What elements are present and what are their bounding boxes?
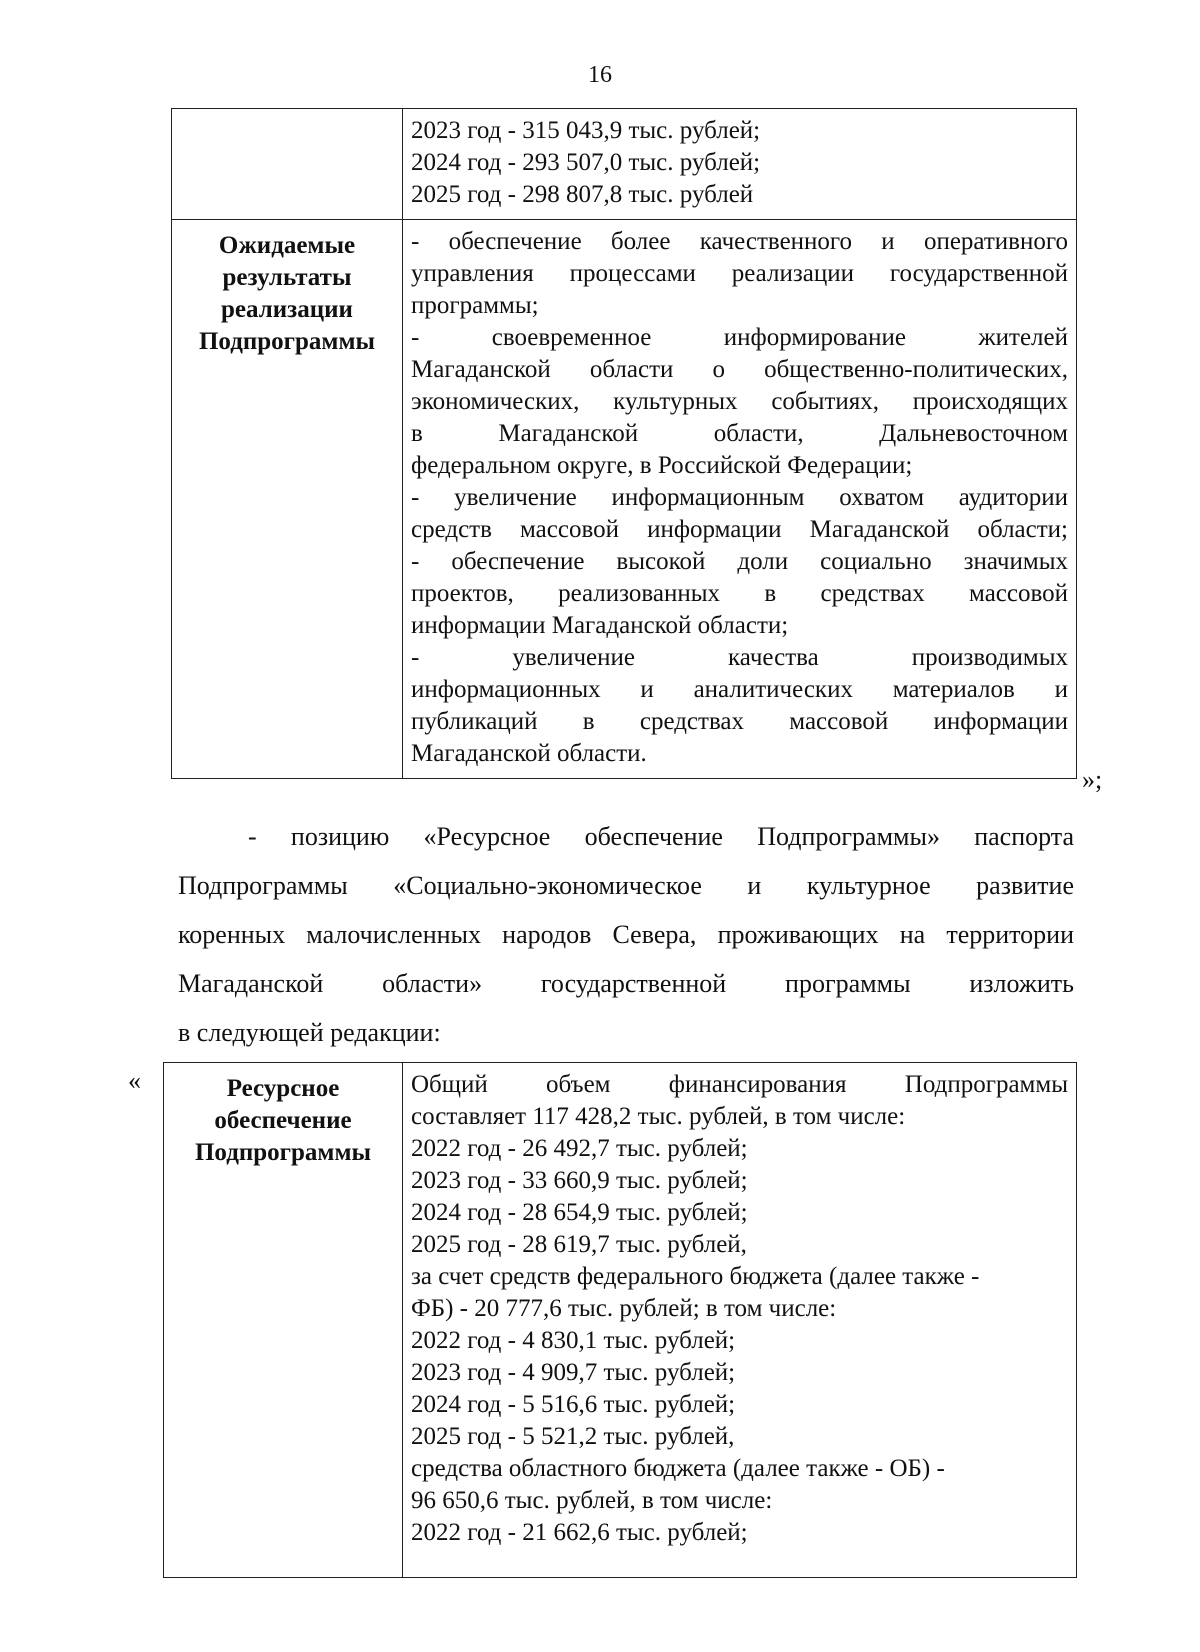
result-line: в Магаданской области, Дальневосточном: [411, 420, 1068, 447]
result-line: публикаций в средствах массовой информации: [411, 708, 1068, 735]
funding-line: 2024 год - 28 654,9 тыс. рублей;: [411, 1199, 748, 1226]
label-line: Подпрограммы: [198, 328, 375, 355]
result-line: управления процессами реализации государственной: [411, 260, 1068, 287]
result-line: Магаданской области о общественно-политических,: [411, 356, 1068, 383]
funding-line: 2023 год - 4 909,7 тыс. рублей;: [411, 1359, 736, 1386]
paragraph-line: в следующей редакции:: [178, 1018, 441, 1047]
result-line: - увеличение информационным охватом аудитории: [411, 484, 1068, 511]
funding-line: 2022 год - 21 662,6 тыс. рублей;: [411, 1519, 748, 1546]
subprogram-passport-table-1: [171, 108, 1077, 779]
paragraph-line: - позицию «Ресурсное обеспечение Подпрограммы» паспорта: [248, 822, 1074, 851]
funding-line: 2025 год - 5 521,2 тыс. рублей,: [411, 1423, 735, 1450]
funding-line: 2023 год - 33 660,9 тыс. рублей;: [411, 1167, 748, 1194]
funding-line: Общий объем финансирования Подпрограммы: [411, 1071, 1068, 1098]
result-line: информационных и аналитических материалов и: [411, 676, 1068, 703]
empty-label-cell: [172, 109, 403, 220]
paragraph-line: коренных малочисленных народов Севера, проживающих на территории: [178, 920, 1074, 949]
funding-line: 2022 год - 26 492,7 тыс. рублей;: [411, 1135, 748, 1162]
funding-line: за счет средств федерального бюджета (далее также -: [411, 1263, 980, 1290]
result-line: программы;: [411, 292, 539, 319]
closing-quote: »;: [1082, 765, 1103, 794]
resource-support-content: [403, 1063, 1077, 1578]
label-line: обеспечение: [214, 1107, 352, 1134]
opening-quote: «: [128, 1066, 141, 1095]
resource-support-table: [163, 1062, 1077, 1578]
result-line: - обеспечение высокой доли социально значимых: [411, 548, 1068, 575]
resource-support-label: [164, 1063, 403, 1578]
result-line: федеральном округе, в Российской Федерации;: [411, 452, 913, 479]
funding-line: средства областного бюджета (далее также - ОБ) -: [411, 1455, 945, 1482]
result-line: - обеспечение более качественного и оперативного: [411, 228, 1068, 255]
funding-line: 2025 год - 28 619,7 тыс. рублей,: [411, 1231, 747, 1258]
table-row: [172, 220, 1077, 779]
funding-line: 2024 год - 5 516,6 тыс. рублей;: [411, 1391, 736, 1418]
table-row: [164, 1063, 1077, 1578]
funding-years-cell: [403, 109, 1077, 220]
funding-line: ФБ) - 20 777,6 тыс. рублей; в том числе:: [411, 1295, 837, 1322]
label-line: результаты: [222, 264, 352, 291]
result-line: экономических, культурных событиях, происходящих: [411, 388, 1068, 415]
amendment-paragraph: [178, 812, 1074, 1057]
paragraph-line: Подпрограммы «Социально-экономическое и культурное развитие: [178, 871, 1074, 900]
result-line: Магаданской области.: [411, 740, 647, 767]
funding-line: 2025 год - 298 807,8 тыс. рублей: [411, 181, 754, 208]
result-line: информации Магаданской области;: [411, 612, 789, 639]
funding-line: 96 650,6 тыс. рублей, в том числе:: [411, 1487, 773, 1514]
expected-results-content: [403, 220, 1077, 779]
result-line: проектов, реализованных в средствах массовой: [411, 580, 1068, 607]
funding-line: 2022 год - 4 830,1 тыс. рублей;: [411, 1327, 736, 1354]
funding-line: 2023 год - 315 043,9 тыс. рублей;: [411, 117, 761, 144]
page-number: 16: [588, 62, 612, 88]
label-line: Подпрограммы: [194, 1139, 371, 1166]
result-line: - своевременное информирование жителей: [411, 324, 1068, 351]
result-line: средств массовой информации Магаданской области;: [411, 516, 1068, 543]
label-line: реализации: [221, 296, 353, 323]
funding-line: составляет 117 428,2 тыс. рублей, в том числе:: [411, 1103, 906, 1130]
paragraph-line: Магаданской области» государственной программы изложить: [178, 969, 1074, 998]
expected-results-label: [172, 220, 403, 779]
label-line: Ожидаемые: [218, 232, 356, 259]
funding-line: 2024 год - 293 507,0 тыс. рублей;: [411, 149, 761, 176]
result-line: - увеличение качества производимых: [411, 644, 1068, 671]
label-line: Ресурсное: [226, 1075, 340, 1102]
table-row: [172, 109, 1077, 220]
